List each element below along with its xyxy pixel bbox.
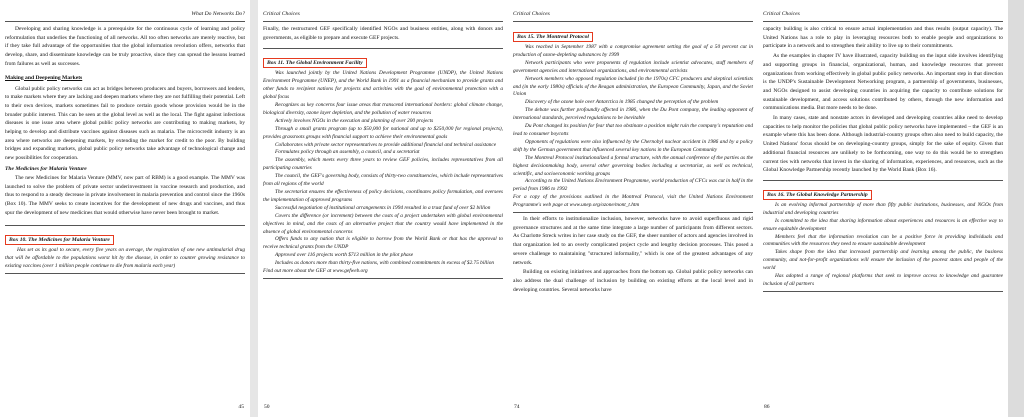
box-rule <box>513 212 753 213</box>
running-header: Critical Choices <box>513 0 753 22</box>
paragraph: Finally, the restructured GEF specifically identified NGOs and business entities, along with donors and governments, as eligible to prepare and execute GEF projects. <box>263 26 503 41</box>
box-item: Actively involves NGOs in the execution and planning of over 200 projects <box>275 117 434 124</box>
running-header: Critical Choices <box>263 0 503 22</box>
box-items <box>763 202 1003 289</box>
page-number: 74 <box>514 404 520 410</box>
page-number: 50 <box>264 404 270 410</box>
box-items <box>513 44 753 194</box>
box-item: Was reached in September 1987 with a compromise agreement setting the goal of a 50 percent cut in production of ozone-depleting substances by 1999 <box>513 44 753 58</box>
page-86 <box>758 0 1008 417</box>
box-footer: For a copy of the provisions outlined in the Montreal Protocol, visit the United Nations Environment Programme's web page at www.unep.org/ozone/mont_t.htm <box>513 194 753 209</box>
paragraph: Building on existing initiatives and approaches from the bottom up. Global public policy networks can also address the dual challenge of inclusion by building on existing efforts at the local level and in developing countries. Several networks have <box>513 269 753 293</box>
box-item: Successful negotiation of institutional arrangements in 1994 resulted in a trust fund of over $2 billion <box>275 204 491 211</box>
box-item: Du Pont changed its position for fear that too obstinate a position might ruin the company's reputation and lead to consumer boycotts <box>513 123 753 137</box>
box-rule <box>5 273 245 274</box>
paragraph: In many cases, state and nonstate actors in developed and developing countries alike need to develop capacities to help monitor the policies that global public policy networks have implemented – the GEF is an example where this has been done. Although industrial-country groups often also need to build capacity, the United Nations' focus should be on developing-country groups, simply for the sake of equity. Given that additional financial resources are unlikely to be forthcoming, one way to do this would be to strengthen current ties with networks that invest in the sharing of information, experiences, and resources, such as the Global Knowledge Partnership recently launched by the World Bank (Box 16). <box>763 115 1003 174</box>
box-item: Through a small grants program (up to $50,000 for national and up to $250,000 for regional projects), provides grassroots groups with financial support to achieve their environmental goals <box>263 125 503 140</box>
paragraph: The new Medicines for Malaria Venture (MMV, now part of RBM) is a good example. The MMV was launched to solve the problem of private sector underinvestment in vaccine research and production, and thus to respond to a steady decrease in private involvement in malaria prevention and control since the 1960s (Box 10). The MMV seeks to create incentives for the development of new drugs and vaccines, and thus spur the development of new medicines that would otherwise have never been brought to market. <box>5 174 245 216</box>
box-rule <box>263 48 503 49</box>
page-number: 45 <box>238 404 244 410</box>
box-item: Offers funds to any nation that is eligible to borrow from the World Bank or that has the approval to receive technical grants from the UNDP <box>263 236 503 251</box>
box-item: Approved over 116 projects worth $713 million in the pilot phase <box>275 252 414 259</box>
box-item: According to the United Nations Environment Programme, world production of CFCs was cut in half in the period from 1986 to 1992 <box>513 178 753 193</box>
box-title: Box 11. The Global Environment Facility <box>263 58 367 68</box>
box-title: Box 10. The Medicines for Malaria Venture <box>5 235 114 245</box>
section-heading: Making and Deepening Markets <box>5 74 83 81</box>
box-rule <box>5 225 245 226</box>
box-item: Formulates policy through an assembly, a council, and a secretariat <box>275 149 420 156</box>
paragraph: capacity building is also critical to ensure actual implementation and thus results (output capacity). The United Nations has a role to play in leveraging resources both to enable people and organizations to participate in a network and to strengthen their ability to live up to their commitments. <box>763 26 1003 50</box>
box-item: The secretariat ensures the effectiveness of policy decisions, coordinates policy formulation, and oversees the implementation of approved programs <box>263 189 503 203</box>
paragraph: As the examples in chapter IV have illustrated, capacity building on the input side involves identifying and supporting groups in financial, organizational, human, and knowledge resources that prevent organizations from working effectively in global public policy networks. An important step in that direction is the UNDP's Sustainable Development Networking program, a partnership of governments, businesses, and NGOs designed to assist developing countries in acquiring the capacity to contribute solutions for sustainable development, and access solutions contributed by others, through the new information and communications media. But more needs to be done. <box>763 53 1003 112</box>
box-item: Is committed to the idea that sharing information about experiences and resources is an effective way to ensure equitable development <box>763 217 1003 232</box>
box-footer: Find out more about the GEF at www.gefweb.org <box>263 268 368 275</box>
box-item: Discovery of the ozone hole over Antarctica in 1985 changed the perception of the problem <box>525 99 719 106</box>
paragraph: Developing and sharing knowledge is a prerequisite for the continuous cycle of learning and policy reformulation that underlies the functioning of all networks. All too often networks are merely reactive, but if they take full advantage of the opportunities that the global information revolution offers, networks that develop, share, and disseminate knowledge can be truly proactive, since they can spread the lessons learned from failures as well as successes. <box>5 26 245 67</box>
box-item: Has adopted a range of regional platforms that seek to improve access to knowledge and guarantee inclusion of all partners <box>763 273 1003 288</box>
page-50 <box>258 0 508 417</box>
box-item: Is an evolving informal partnership of more than fifty public institutions, businesses, and NGOs from industrial and developing countries <box>763 201 1003 216</box>
box-items <box>263 70 503 268</box>
paragraph: Global public policy networks can act as bridges between producers and buyers, borrowers and lenders, to make markets where they are lacking and deepen markets where they are not fulfilling their potential. Left to their own devices, markets sometimes fail to produce certain goods whose provision would be in the broader public interest. This can be seen at the global level as well as the local. The fight against infectious diseases is one issue area where global public policy networks are contributing to making markets, by helping to develop and distribute vaccines against diseases such as malaria. The microcredit industry is an area where networks are deepening markets, by extending the market for credit to the poor. By building bridges and expanding markets, global public policy networks take advantage of technological change and new possibilities for cooperation. <box>5 85 245 162</box>
box-item: Takes shape from the idea that increased partnership and learning among the public, the business community, and not-for-profit organizations will ensure the inclusion of the poorest states and people of the world <box>763 249 1003 272</box>
box-item: Was launched jointly by the United Nations Development Programme (UNDP), the United Nations Environment Programme (UNEP), and the World Bank in 1991 as a financial mechanism to provide grants and other funds to recipient nations for projects and activities with the goal of environmental protection with a global focus <box>263 70 503 101</box>
box-item: Has set as its goal to secure, every five years on average, the registration of one new antimalarial drug that will be affordable to the populations worst hit by the disease, in order to counter growing resistance to existing vaccines (over 1 million people continue to die from malaria each year) <box>5 247 245 270</box>
page-number: 86 <box>764 404 770 410</box>
box-item: Network members who opposed regulation included (in the 1970s) CFC producers and skeptical scientists and (in the early 1980s) officials of the Reagan administration, the European Community, Japan, and the Soviet Union <box>513 75 753 98</box>
box-rule <box>763 180 1003 181</box>
box-item: Members feel that the information revolution can be a positive force in providing individuals and communities with the resources they need to ensure sustainable development <box>763 233 1003 248</box>
page-45 <box>0 0 250 417</box>
box-item: Covers the difference (or increment) between the costs of a project undertaken with global environmental objectives in mind, and the costs of an alternative project that the country would have implemented in the absence of global environmental concerns <box>263 212 503 235</box>
box-item: Network participants who were proponents of regulation include scientist advocates, staff members of government agencies and international organizations, and environmental activists <box>513 59 753 74</box>
box-rule <box>763 291 1003 292</box>
subsection-heading: The Medicines for Malaria Venture <box>5 165 87 172</box>
box-item: Opponents of regulations were also influenced by the Chernobyl nuclear accident in 1986 and by a policy shift by the German government that influenced several key nations in the European Community <box>513 138 753 153</box>
box-item: The council, the GEF's governing body, consists of thirty-two constituencies, which include representatives from all regions of the world <box>263 173 503 188</box>
paragraph: In their efforts to institutionalize inclusion, however, networks have to avoid superfluous and rigid governance structures and at the same time integrate a large number of participants from different sectors. As Charlotte Streck writes in her case study on the GEF, the sheer number of actors and agencies involved in that organization led to an overly complicated project cycle and lengthy decision processes. This posed a severe challenge to maintaining "structured informality," which is one of the greatest advantages of any network. <box>513 216 753 266</box>
box-title: Box 16. The Global Knowledge Partnership <box>763 190 872 200</box>
page-gap <box>250 0 258 417</box>
box-item: The assembly, which meets every three years to review GEF policies, includes representatives from all participating countries <box>263 157 503 172</box>
page-74 <box>508 0 758 417</box>
running-header: What Do Networks Do? <box>5 0 245 22</box>
box-item: Collaborates with private sector representatives to provide additional financial and technical assistance <box>275 141 497 148</box>
box-item: The Montreal Protocol institutionalized a formal structure, with the annual conference of the parties as the highest decisionmaking body, several other governing bodies including a secretariat, as well as technical, scientific, and socioeconomic working groups <box>513 154 753 177</box>
box-item: Includes as donors more than thirty-five nations, with combined commitments in excess of $2.75 billion <box>275 260 495 267</box>
box-item: The debate was further profoundly affected in 1986, when the Du Pont company, the leading opponent of international standards, perceived regulations to be inevitable <box>513 107 753 122</box>
box-rule <box>263 278 503 279</box>
running-header: Critical Choices <box>763 0 1003 22</box>
box-title: Box 15. The Montreal Protocol <box>513 32 593 42</box>
box-item: Recognizes as key concerns four issue areas that transcend international borders: global climate change, biological diversity, ozone layer depletion, and the pollution of water resources <box>263 102 503 116</box>
